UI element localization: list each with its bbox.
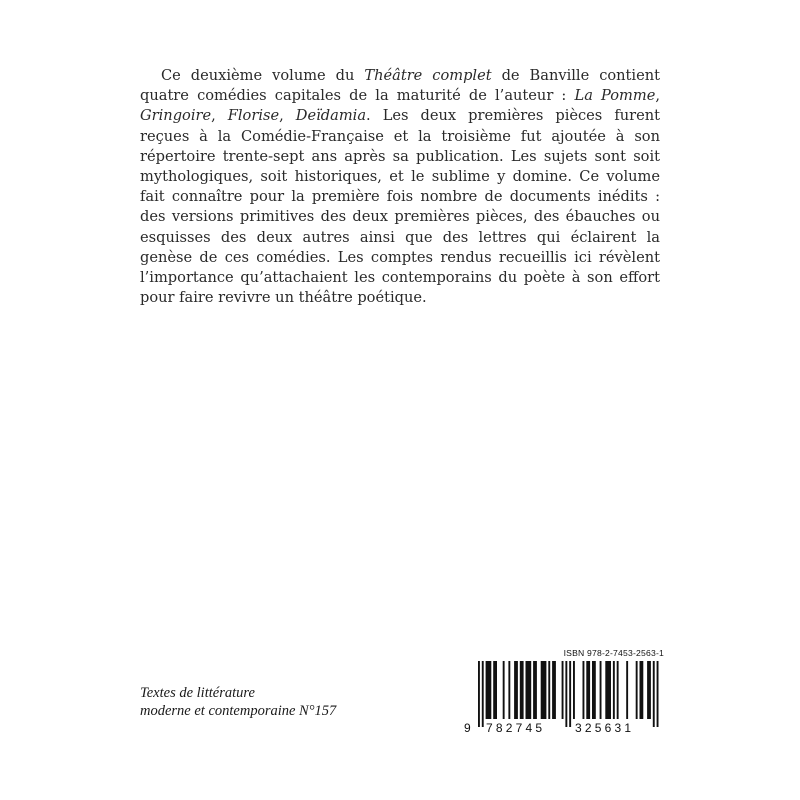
series-line-2: moderne et contemporaine N°157 — [140, 703, 337, 719]
play-title-1: La Pomme — [574, 87, 656, 105]
barcode-digits — [462, 721, 666, 741]
barcode-digit-group-2: 325631 — [575, 721, 635, 735]
barcode-bar — [493, 661, 497, 719]
barcode-bars — [462, 661, 666, 727]
barcode-bar — [478, 661, 480, 727]
play-title-4: Deïdamia — [295, 107, 367, 125]
barcode-digit-first: 9 — [464, 721, 471, 735]
barcode-bar — [613, 661, 615, 719]
book-title: Théâtre complet — [364, 67, 492, 84]
barcode-bar — [605, 661, 611, 719]
barcode-bar — [565, 661, 567, 727]
play-title-2: Gringoire — [140, 107, 212, 125]
series-name — [140, 684, 336, 720]
description-body: . Les deux premières pièces furent reçues à la Comédie-Française et la troisième fut ajoutée à son répertoire trente-sept ans après sa publication. Les sujets sont soit mythologiques, soit historiques, et le sublime y domine. Ce volume fait connaître pour la première fois nombre de documents inédits : des versions primitives des deux premières pièces, des ébauches ou esquisses des deux autres ainsi que des lettres qui éclairent la genèse de ces comédies. Les comptes rendus recueillis ici révèlent l’importance qu’attachaient les contemporains du poète à son effort pour faire revivre un théâtre poétique. — [140, 107, 660, 307]
barcode-bar — [657, 661, 659, 727]
barcode-bar — [541, 661, 547, 719]
barcode-bar — [636, 661, 638, 719]
barcode-bar — [640, 661, 644, 719]
barcode-bar — [617, 661, 619, 719]
barcode-bar — [600, 661, 602, 719]
barcode-bar — [562, 661, 564, 719]
barcode-bar — [647, 661, 651, 719]
barcode-bar — [520, 661, 524, 719]
barcode-bar — [486, 661, 492, 719]
barcode-bar — [548, 661, 550, 719]
barcode-bar — [552, 661, 556, 719]
barcode-bar — [503, 661, 505, 719]
barcode-bar — [583, 661, 585, 719]
barcode-bar — [533, 661, 537, 719]
back-cover-description — [140, 66, 660, 308]
description-intro: Ce deuxième volume du — [161, 67, 365, 84]
barcode-bar — [482, 661, 484, 727]
barcode-bar — [626, 661, 628, 719]
barcode-bar — [569, 661, 571, 727]
description-paragraph: Ce deuxième volume du Théâtre complet de Banville contient quatre comédies capitales de la maturité de l’auteur : La Pomme, Gringoire, Florise, Deïdamia. Les deux premières pièces furent reçues à la Comédie-Française et la troisième fut ajoutée à son répertoire trente-sept ans après sa publication. Les sujets sont soit mythologiques, soit historiques, et le sublime y domine. Ce volume fait connaître pour la première fois nombre de documents inédits : des versions primitives des deux premières pièces, des ébauches ou esquisses des deux autres ainsi que des lettres qui éclairent la genèse de ces comédies. Les comptes rendus recueillis ici révèlent l’importance qu’attachaient les contemporains du poète à son effort pour faire revivre un théâtre poétique. — [140, 67, 661, 307]
isbn-label: ISBN 978-2-7453-2563-1 — [563, 648, 664, 658]
barcode-bar — [514, 661, 518, 719]
series-line-1: Textes de littérature — [140, 685, 255, 701]
barcode-digit-group-1: 782745 — [486, 721, 546, 735]
barcode-bar — [508, 661, 510, 719]
barcode-bar — [526, 661, 532, 719]
barcode-bar — [653, 661, 655, 727]
barcode-bar — [586, 661, 590, 719]
isbn-barcode — [462, 648, 666, 741]
barcode-bar — [573, 661, 575, 719]
barcode-bar — [592, 661, 596, 719]
play-title-3: Florise — [227, 107, 280, 125]
description-intro-cont: de Banville contient quatre comédies capitales de la maturité de l’auteur : — [140, 67, 660, 105]
